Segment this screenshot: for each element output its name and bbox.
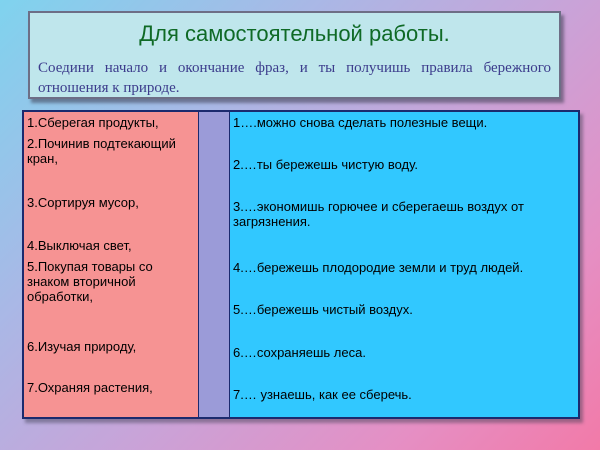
left-item-1: 1.Сберегая продукты, bbox=[27, 115, 159, 130]
title-box bbox=[28, 11, 561, 99]
left-item-7: 7.Охраняя растения, bbox=[27, 380, 153, 395]
left-item-5: 5.Покупая товары со знаком вторичной обработки, bbox=[27, 259, 153, 304]
page-title: Для самостоятельной работы. bbox=[139, 21, 450, 46]
left-item-6: 6.Изучая природу, bbox=[27, 339, 137, 354]
instruction-text: Соедини начало и окончание фраз, и ты получишь правила бережного отношения к природе. bbox=[38, 60, 551, 96]
left-item-3: 3.Сортируя мусор, bbox=[27, 195, 139, 210]
right-item-5: 5.…бережешь чистый воздух. bbox=[233, 302, 413, 317]
right-item-3: 3.…экономишь горючее и сберегаешь воздух от загрязнения. bbox=[233, 199, 524, 229]
right-item-1: 1….можно снова сделать полезные вещи. bbox=[233, 115, 488, 130]
right-item-7: 7.… узнаешь, как ее сберечь. bbox=[233, 387, 412, 402]
left-item-4: 4.Выключая свет, bbox=[27, 238, 132, 253]
left-item-2: 2.Починив подтекающий кран, bbox=[27, 136, 176, 166]
right-item-6: 6.…сохраняешь леса. bbox=[233, 345, 366, 360]
right-item-2: 2.…ты бережешь чистую воду. bbox=[233, 157, 418, 172]
right-item-4: 4.…бережешь плодородие земли и труд людей. bbox=[233, 260, 524, 275]
connector-column bbox=[199, 112, 230, 417]
matching-table bbox=[22, 110, 580, 419]
phrase-endings-column bbox=[230, 112, 578, 417]
phrase-beginnings-column bbox=[24, 112, 199, 417]
